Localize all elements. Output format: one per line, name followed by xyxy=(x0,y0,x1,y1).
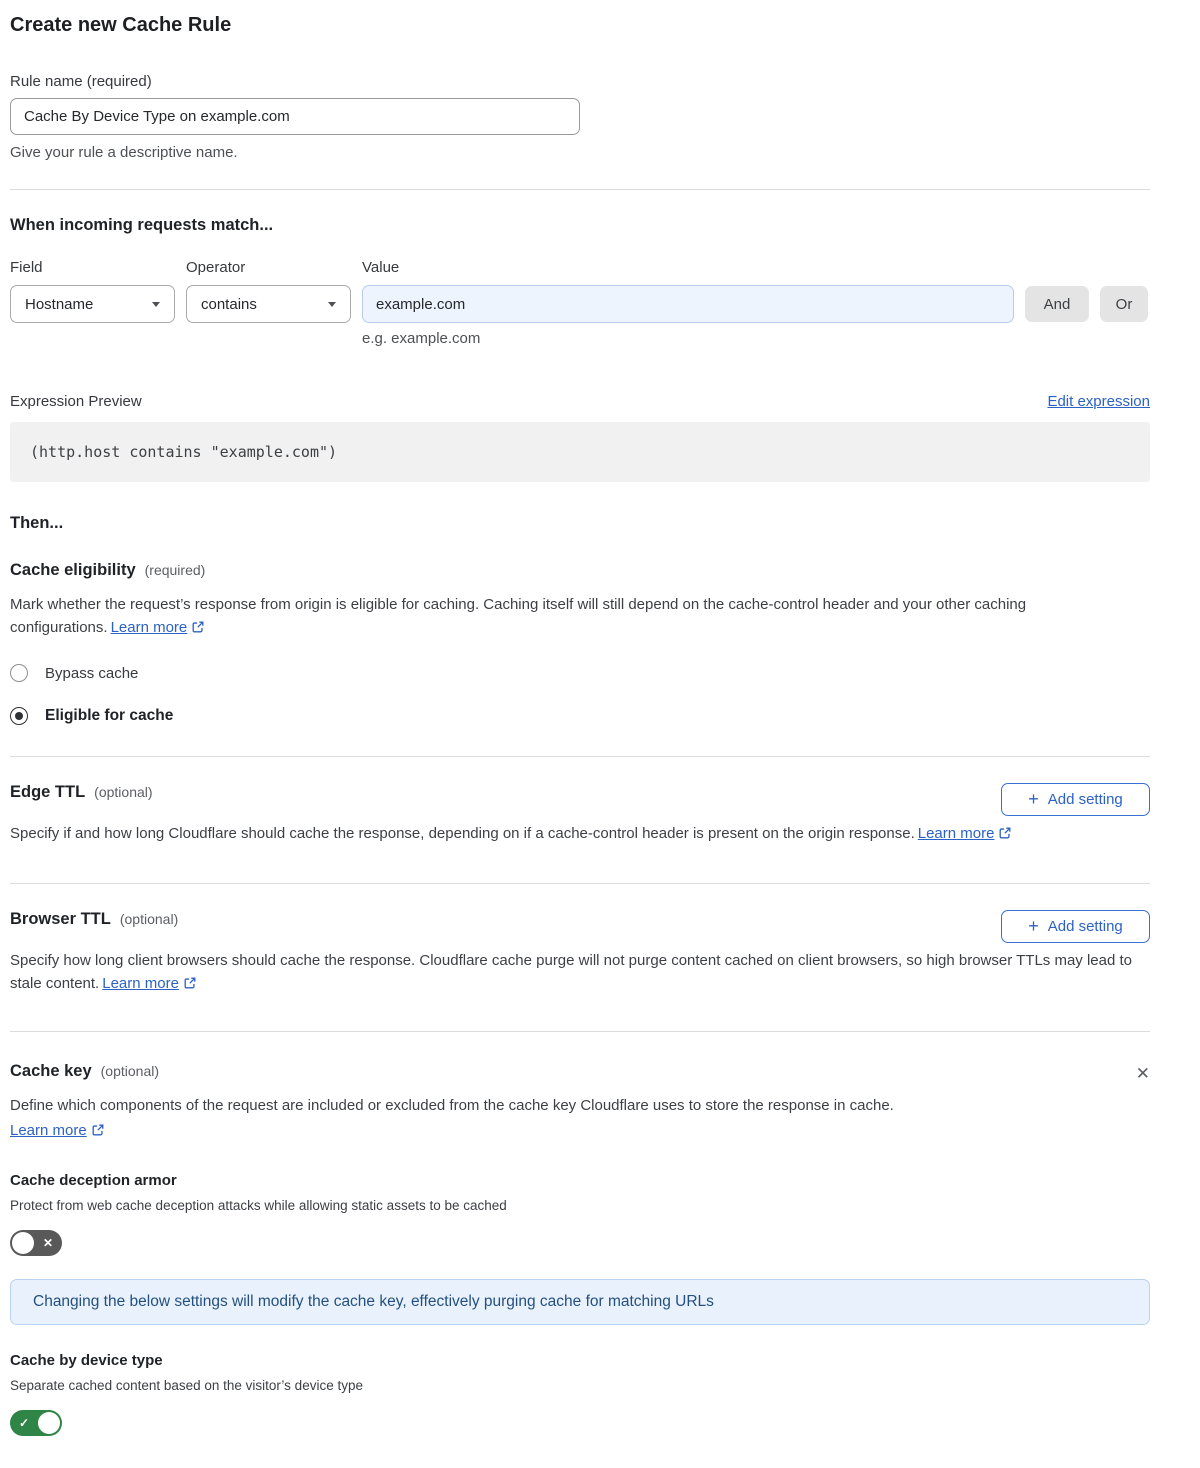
browser-ttl-add-setting-button[interactable] xyxy=(1001,910,1150,943)
add-setting-label: Add setting xyxy=(1047,918,1123,935)
learn-more-link[interactable]: Learn more xyxy=(917,825,995,842)
value-helper: e.g. example.com xyxy=(362,330,481,347)
operator-label: Operator xyxy=(186,259,246,276)
section-divider xyxy=(10,756,1150,757)
match-column-labels xyxy=(10,259,1150,276)
cache-by-device-type-description: Separate cached content based on the visitor’s device type xyxy=(10,1378,363,1393)
radio-label: Bypass cache xyxy=(45,664,139,682)
cache-key-notice-banner xyxy=(10,1279,1150,1325)
description-text: Specify if and how long Cloudflare should cache the response, depending on if a cache-control header is present on the origin response. xyxy=(10,825,915,842)
expression-code: (http.host contains "example.com") xyxy=(30,443,338,461)
radio-option-eligible-for-cache[interactable] xyxy=(10,707,1150,725)
cache-by-device-type-toggle-on[interactable] xyxy=(10,1410,62,1436)
rule-name-label: Rule name (required) xyxy=(10,73,152,90)
close-icon[interactable]: ✕ xyxy=(1135,1064,1150,1083)
cache-eligibility-description xyxy=(10,593,1135,639)
rule-name-input[interactable] xyxy=(10,98,580,135)
edge-ttl-title: Edge TTL xyxy=(10,783,86,801)
x-icon: ✕ xyxy=(42,1236,53,1250)
learn-more-link[interactable]: Learn more xyxy=(10,1122,87,1139)
radio-selected-icon[interactable] xyxy=(10,707,28,725)
add-setting-label: Add setting xyxy=(1047,791,1123,808)
edge-ttl-header xyxy=(10,783,1150,816)
and-button[interactable]: And xyxy=(1025,286,1089,322)
cache-eligibility-header xyxy=(10,561,1150,580)
expression-preview-header xyxy=(10,393,1150,410)
cache-key-header xyxy=(10,1062,1150,1082)
radio-label: Eligible for cache xyxy=(45,707,174,724)
cache-deception-armor-description: Protect from web cache deception attacks while allowing static assets to be cached xyxy=(10,1198,507,1213)
edge-ttl-add-setting-button[interactable] xyxy=(1001,783,1150,816)
browser-ttl-header xyxy=(10,910,1150,943)
match-heading: When incoming requests match... xyxy=(10,216,274,234)
notice-text: Changing the below settings will modify the cache key, effectively purging cache for matching URLs xyxy=(33,1293,714,1310)
external-link-icon xyxy=(998,826,1012,840)
external-link-icon xyxy=(91,1123,105,1137)
then-heading: Then... xyxy=(10,514,64,532)
field-label: Field xyxy=(10,259,43,276)
external-link-icon xyxy=(183,976,197,990)
cache-key-learn-more-row xyxy=(10,1119,1135,1142)
section-divider xyxy=(10,189,1150,190)
browser-ttl-title: Browser TTL xyxy=(10,910,111,928)
plus-icon: + xyxy=(1028,915,1039,936)
cache-key-title: Cache key xyxy=(10,1062,92,1080)
external-link-icon xyxy=(191,620,205,634)
section-divider xyxy=(10,1031,1150,1032)
chevron-down-icon xyxy=(152,302,160,307)
cache-by-device-type-title: Cache by device type xyxy=(10,1352,163,1369)
radio-icon[interactable] xyxy=(10,664,28,682)
cache-deception-armor-title: Cache deception armor xyxy=(10,1172,177,1189)
description-text: Specify how long client browsers should cache the response. Cloudflare cache purge will not purge content cached on client browsers, so high browser TTLs may lead to stale content. xyxy=(10,952,1132,992)
plus-icon: + xyxy=(1028,788,1039,809)
match-controls-row xyxy=(10,285,1150,323)
field-select[interactable] xyxy=(10,285,175,323)
edge-ttl-qualifier: (optional) xyxy=(94,784,153,800)
field-select-value: Hostname xyxy=(25,295,94,313)
or-button[interactable]: Or xyxy=(1100,286,1148,322)
radio-option-bypass-cache[interactable] xyxy=(10,664,1150,682)
cache-deception-armor-toggle-off[interactable] xyxy=(10,1230,62,1256)
edit-expression-link[interactable]: Edit expression xyxy=(1047,393,1150,410)
value-label: Value xyxy=(362,259,400,276)
browser-ttl-qualifier: (optional) xyxy=(119,911,179,927)
browser-ttl-description xyxy=(10,949,1135,995)
operator-select-value: contains xyxy=(201,295,257,313)
learn-more-link[interactable]: Learn more xyxy=(102,975,179,992)
description-text: Define which components of the request are included or excluded from the cache key Cloudflare uses to store the response in cache. xyxy=(10,1097,894,1114)
toggle-knob xyxy=(38,1412,60,1434)
rule-name-helper: Give your rule a descriptive name. xyxy=(10,144,238,161)
operator-select[interactable] xyxy=(186,285,351,323)
value-input[interactable] xyxy=(362,285,1014,323)
toggle-knob xyxy=(12,1232,34,1254)
edge-ttl-description xyxy=(10,822,1135,845)
cache-eligibility-qualifier: (required) xyxy=(144,562,206,578)
section-divider xyxy=(10,883,1150,884)
check-icon: ✓ xyxy=(19,1416,30,1430)
expression-code-block xyxy=(10,422,1150,482)
description-text: Mark whether the request’s response from origin is eligible for caching. Caching itself will still depend on the cache-control header and your other caching configurations. xyxy=(10,596,1027,636)
learn-more-link[interactable]: Learn more xyxy=(110,619,188,636)
expression-preview-label: Expression Preview xyxy=(10,393,142,410)
chevron-down-icon xyxy=(328,302,336,307)
cache-key-description xyxy=(10,1094,1135,1117)
cache-key-qualifier: (optional) xyxy=(100,1063,160,1079)
page-title: Create new Cache Rule xyxy=(10,14,232,36)
cache-eligibility-title: Cache eligibility xyxy=(10,561,136,579)
